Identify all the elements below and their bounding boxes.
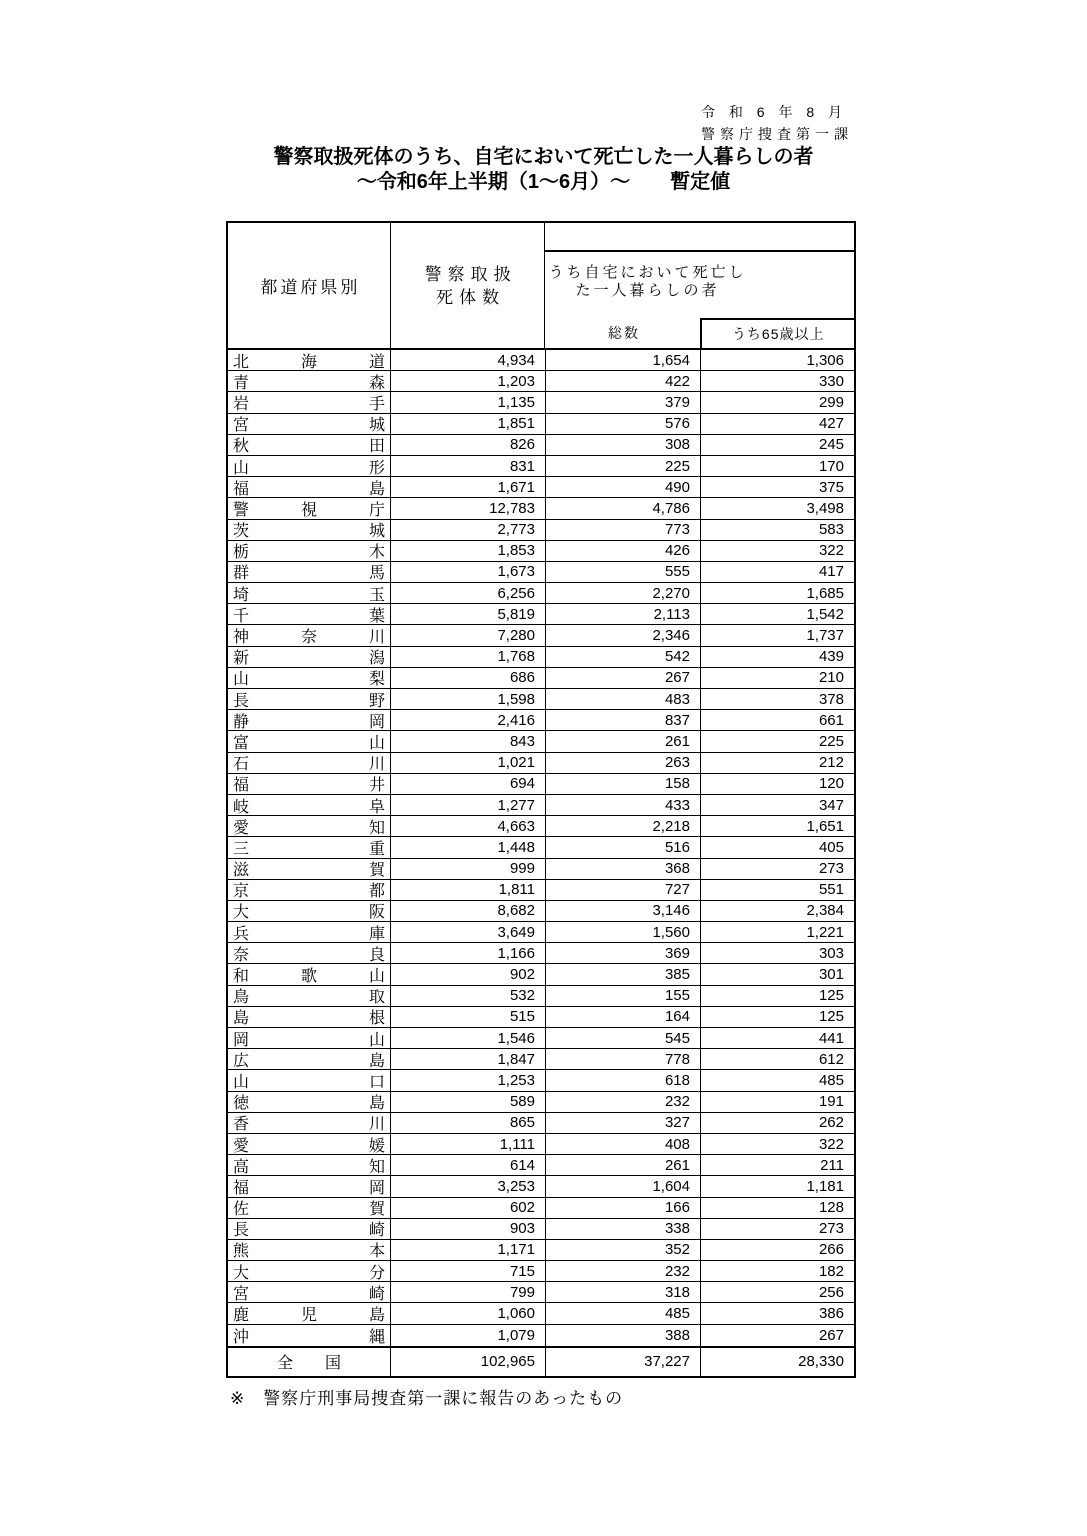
table-row: [228, 1113, 854, 1134]
table-row: [228, 1261, 854, 1282]
bodies-count-cell: 589: [391, 1092, 546, 1112]
over65-count-cell: 427: [818, 415, 844, 433]
bodies-count-cell: 1,253: [391, 1070, 546, 1090]
document-title-line1: 警察取扱死体のうち、自宅において死亡した一人暮らしの者: [273, 146, 814, 168]
document-footnote: ※ 警察庁刑事局捜査第一課に報告のあったもの: [230, 1389, 624, 1408]
total-count-cell: 1,604: [546, 1176, 701, 1196]
table-row: [228, 1282, 854, 1303]
prefecture-cell: 警 視 庁: [228, 498, 391, 518]
table-row: [228, 668, 854, 689]
header-total: 総数: [607, 325, 640, 341]
table-row: [228, 880, 854, 901]
table-row: [228, 1070, 854, 1091]
over65-count-cell: 441: [818, 1029, 844, 1047]
header-bodies-line1: 警察取扱: [424, 264, 517, 284]
total-count-cell: 2,270: [546, 583, 701, 603]
document-department: 警察庁捜査第一課: [701, 126, 853, 142]
prefecture-cell: 高 知: [228, 1155, 391, 1175]
total-count-cell: 232: [546, 1261, 701, 1281]
bodies-count-cell: 1,673: [391, 562, 546, 582]
bodies-count-cell: 831: [391, 456, 546, 476]
table-row: [228, 859, 854, 880]
bodies-count-cell: 614: [391, 1155, 546, 1175]
bodies-count-cell: 7,280: [391, 625, 546, 645]
total-count-cell: 327: [546, 1113, 701, 1133]
bodies-count-cell: 1,853: [391, 541, 546, 561]
over65-count-cell: 266: [818, 1241, 844, 1259]
over65-count-cell: 1,306: [806, 351, 844, 369]
bodies-count-cell: 1,851: [391, 414, 546, 434]
prefecture-cell: 鳥 取: [228, 986, 391, 1006]
table-row: [228, 498, 854, 519]
bodies-count-cell: 12,783: [391, 498, 546, 518]
table-row: [228, 1092, 854, 1113]
bodies-count-cell: 6,256: [391, 583, 546, 603]
prefecture-cell: 奈 良: [228, 943, 391, 963]
over65-count-cell: 551: [818, 881, 844, 899]
over65-count-cell: 125: [818, 987, 844, 1005]
over65-count-cell: 210: [818, 669, 844, 687]
total-count-cell: 618: [546, 1070, 701, 1090]
prefecture-cell: 滋 賀: [228, 859, 391, 879]
prefecture-cell: 千 葉: [228, 604, 391, 624]
table-row: [228, 774, 854, 795]
table-row: [228, 1303, 854, 1324]
over65-count-cell: 301: [818, 966, 844, 984]
over65-count-cell: 405: [818, 838, 844, 856]
over65-count-cell: 256: [818, 1283, 844, 1301]
over65-count-cell: 3,498: [806, 499, 844, 517]
prefecture-cell: 岐 阜: [228, 795, 391, 815]
table-row: [228, 647, 854, 668]
bodies-count-cell: 694: [391, 774, 546, 794]
table-row: [228, 520, 854, 541]
over65-count-cell: 191: [818, 1093, 844, 1111]
bodies-count-cell: 1,060: [391, 1303, 546, 1323]
table-row: [228, 1155, 854, 1176]
prefecture-cell: 島 根: [228, 1007, 391, 1027]
table-row: [228, 731, 854, 752]
table-row: [228, 689, 854, 710]
prefecture-cell: 兵 庫: [228, 922, 391, 942]
total-count-cell: 166: [546, 1198, 701, 1218]
total-count-cell: 545: [546, 1028, 701, 1048]
bodies-count-cell: 1,111: [391, 1134, 546, 1154]
bodies-count-cell: 826: [391, 435, 546, 455]
total-count-cell: 1,654: [546, 350, 701, 370]
total-row-bodies: 102,965: [391, 1348, 546, 1376]
prefecture-cell: 広 島: [228, 1049, 391, 1069]
bodies-count-cell: 3,253: [391, 1176, 546, 1196]
over65-count-cell: 182: [818, 1262, 844, 1280]
bodies-count-cell: 865: [391, 1113, 546, 1133]
over65-count-cell: 322: [818, 542, 844, 560]
bodies-count-cell: 903: [391, 1219, 546, 1239]
total-count-cell: 490: [546, 477, 701, 497]
bodies-count-cell: 2,416: [391, 710, 546, 730]
total-count-cell: 773: [546, 520, 701, 540]
prefecture-cell: 和 歌 山: [228, 964, 391, 984]
prefecture-cell: 愛 媛: [228, 1134, 391, 1154]
table-body: [228, 350, 854, 1346]
over65-count-cell: 322: [818, 1135, 844, 1153]
prefecture-cell: 静 岡: [228, 710, 391, 730]
over65-count-cell: 1,542: [806, 605, 844, 623]
prefecture-cell: 京 都: [228, 880, 391, 900]
bodies-count-cell: 1,166: [391, 943, 546, 963]
over65-count-cell: 212: [818, 754, 844, 772]
prefecture-cell: 長 野: [228, 689, 391, 709]
document-date: 令 和 6 年 8 月: [701, 104, 848, 120]
bodies-count-cell: 602: [391, 1198, 546, 1218]
over65-count-cell: 1,181: [806, 1177, 844, 1195]
bodies-count-cell: 1,021: [391, 753, 546, 773]
total-count-cell: 338: [546, 1219, 701, 1239]
total-count-cell: 2,218: [546, 816, 701, 836]
prefecture-cell: 山 口: [228, 1070, 391, 1090]
over65-count-cell: 211: [820, 1156, 844, 1174]
table-row: [228, 1325, 854, 1346]
prefecture-cell: 熊 本: [228, 1240, 391, 1260]
table-row: [228, 1219, 854, 1240]
over65-count-cell: 303: [818, 944, 844, 962]
bodies-count-cell: 715: [391, 1261, 546, 1281]
prefecture-cell: 福 島: [228, 477, 391, 497]
table-row: [228, 901, 854, 922]
over65-count-cell: 267: [818, 1326, 844, 1344]
over65-count-cell: 1,685: [806, 584, 844, 602]
over65-count-cell: 661: [818, 711, 844, 729]
total-count-cell: 308: [546, 435, 701, 455]
prefecture-cell: 宮 崎: [228, 1282, 391, 1302]
total-count-cell: 433: [546, 795, 701, 815]
total-count-cell: 267: [546, 668, 701, 688]
over65-count-cell: 347: [818, 796, 844, 814]
table-row: [228, 371, 854, 392]
bodies-count-cell: 1,546: [391, 1028, 546, 1048]
prefecture-cell: 群 馬: [228, 562, 391, 582]
table-row: [228, 562, 854, 583]
total-count-cell: 4,786: [546, 498, 701, 518]
total-count-cell: 542: [546, 647, 701, 667]
table-row: [228, 1176, 854, 1197]
total-count-cell: 2,113: [546, 604, 701, 624]
total-count-cell: 426: [546, 541, 701, 561]
over65-count-cell: 262: [818, 1114, 844, 1132]
table-row: [228, 414, 854, 435]
prefecture-cell: 石 川: [228, 753, 391, 773]
total-count-cell: 778: [546, 1049, 701, 1069]
over65-count-cell: 330: [818, 372, 844, 390]
prefecture-cell: 福 井: [228, 774, 391, 794]
total-count-cell: 261: [546, 731, 701, 751]
prefecture-cell: 長 崎: [228, 1219, 391, 1239]
prefecture-cell: 岩 手: [228, 392, 391, 412]
header-group-line2: た一人暮らしの者: [575, 282, 720, 299]
total-count-cell: 837: [546, 710, 701, 730]
over65-count-cell: 273: [818, 860, 844, 878]
header-police-handled-bodies: [391, 223, 546, 348]
total-row-over65: 28,330: [798, 1353, 844, 1371]
table-row: [228, 350, 854, 371]
prefecture-cell: 富 山: [228, 731, 391, 751]
over65-count-cell: 2,384: [806, 902, 844, 920]
prefecture-cell: 大 阪: [228, 901, 391, 921]
table-row: [228, 625, 854, 646]
total-count-cell: 576: [546, 414, 701, 434]
bodies-count-cell: 1,671: [391, 477, 546, 497]
bodies-count-cell: 1,598: [391, 689, 546, 709]
over65-count-cell: 225: [818, 732, 844, 750]
bodies-count-cell: 4,663: [391, 816, 546, 836]
table-row: [228, 477, 854, 498]
over65-count-cell: 1,651: [806, 817, 844, 835]
total-count-cell: 352: [546, 1240, 701, 1260]
prefecture-cell: 香 川: [228, 1113, 391, 1133]
document-title: [0, 145, 1087, 195]
total-count-cell: 422: [546, 371, 701, 391]
prefecture-cell: 青 森: [228, 371, 391, 391]
prefecture-cell: 愛 知: [228, 816, 391, 836]
over65-count-cell: 612: [818, 1050, 844, 1068]
over65-count-cell: 378: [818, 690, 844, 708]
over65-count-cell: 386: [818, 1305, 844, 1323]
prefecture-cell: 三 重: [228, 837, 391, 857]
total-count-cell: 408: [546, 1134, 701, 1154]
bodies-count-cell: 515: [391, 1007, 546, 1027]
total-count-cell: 3,146: [546, 901, 701, 921]
table-row: [228, 1007, 854, 1028]
bodies-count-cell: 4,934: [391, 350, 546, 370]
header-prefecture: 都道府県別: [228, 223, 391, 348]
over65-count-cell: 583: [818, 521, 844, 539]
prefecture-cell: 宮 城: [228, 414, 391, 434]
prefecture-cell: 北 海 道: [228, 350, 391, 370]
total-count-cell: 379: [546, 392, 701, 412]
total-count-cell: 483: [546, 689, 701, 709]
total-count-cell: 1,560: [546, 922, 701, 942]
total-count-cell: 385: [546, 964, 701, 984]
prefecture-cell: 大 分: [228, 1261, 391, 1281]
total-count-cell: 164: [546, 1007, 701, 1027]
header-group-box: [545, 250, 854, 348]
total-count-cell: 368: [546, 859, 701, 879]
table-row: [228, 1028, 854, 1049]
prefecture-cell: 岡 山: [228, 1028, 391, 1048]
total-row-total: 37,227: [546, 1348, 701, 1376]
table-row: [228, 710, 854, 731]
table-row: [228, 816, 854, 837]
total-count-cell: 232: [546, 1092, 701, 1112]
table-row: [228, 456, 854, 477]
prefecture-cell: 栃 木: [228, 541, 391, 561]
total-count-cell: 369: [546, 943, 701, 963]
prefecture-cell: 沖 縄: [228, 1325, 391, 1346]
over65-count-cell: 485: [818, 1071, 844, 1089]
header-group-line1: うち自宅において死亡し: [548, 264, 747, 281]
header-group-label: [545, 252, 854, 300]
table-row: [228, 986, 854, 1007]
prefecture-cell: 徳 島: [228, 1092, 391, 1112]
over65-count-cell: 439: [818, 648, 844, 666]
prefecture-cell: 埼 玉: [228, 583, 391, 603]
total-row-label: 全 国: [228, 1348, 391, 1376]
table-row: [228, 1134, 854, 1155]
bodies-count-cell: 1,203: [391, 371, 546, 391]
total-count-cell: 318: [546, 1282, 701, 1302]
bodies-count-cell: 1,847: [391, 1049, 546, 1069]
over65-count-cell: 417: [818, 563, 844, 581]
header-subcolumns: [545, 318, 854, 348]
over65-count-cell: 1,221: [806, 923, 844, 941]
bodies-count-cell: 532: [391, 986, 546, 1006]
document-title-line2: ～令和6年上半期（1～6月）～ 暫定値: [356, 171, 731, 193]
total-count-cell: 388: [546, 1325, 701, 1346]
table-row: [228, 1198, 854, 1219]
bodies-count-cell: 1,448: [391, 837, 546, 857]
table-row: [228, 435, 854, 456]
table-row: [228, 795, 854, 816]
over65-count-cell: 299: [818, 393, 844, 411]
total-count-cell: 158: [546, 774, 701, 794]
bodies-count-cell: 799: [391, 1282, 546, 1302]
statistics-table: [226, 221, 856, 1378]
document-meta: [701, 101, 853, 145]
table-row: [228, 922, 854, 943]
national-total-row: [228, 1346, 854, 1376]
prefecture-cell: 山 梨: [228, 668, 391, 688]
over65-count-cell: 273: [818, 1220, 844, 1238]
bodies-count-cell: 686: [391, 668, 546, 688]
bodies-count-cell: 1,079: [391, 1325, 546, 1346]
total-count-cell: 2,346: [546, 625, 701, 645]
bodies-count-cell: 1,811: [391, 880, 546, 900]
prefecture-cell: 鹿 児 島: [228, 1303, 391, 1323]
total-count-cell: 225: [546, 456, 701, 476]
bodies-count-cell: 1,277: [391, 795, 546, 815]
total-count-cell: 727: [546, 880, 701, 900]
over65-count-cell: 375: [818, 478, 844, 496]
table-row: [228, 964, 854, 985]
bodies-count-cell: 1,171: [391, 1240, 546, 1260]
total-count-cell: 263: [546, 753, 701, 773]
total-count-cell: 516: [546, 837, 701, 857]
prefecture-cell: 佐 賀: [228, 1198, 391, 1218]
prefecture-cell: 福 岡: [228, 1176, 391, 1196]
bodies-count-cell: 999: [391, 859, 546, 879]
table-row: [228, 1049, 854, 1070]
total-count-cell: 261: [546, 1155, 701, 1175]
table-header: [228, 223, 854, 350]
bodies-count-cell: 1,135: [391, 392, 546, 412]
total-count-cell: 555: [546, 562, 701, 582]
table-row: [228, 583, 854, 604]
bodies-count-cell: 2,773: [391, 520, 546, 540]
table-row: [228, 943, 854, 964]
prefecture-cell: 山 形: [228, 456, 391, 476]
table-row: [228, 1240, 854, 1261]
table-row: [228, 837, 854, 858]
bodies-count-cell: 8,682: [391, 901, 546, 921]
table-row: [228, 753, 854, 774]
over65-count-cell: 120: [818, 775, 844, 793]
over65-count-cell: 128: [818, 1199, 844, 1217]
prefecture-cell: 茨 城: [228, 520, 391, 540]
prefecture-cell: 新 潟: [228, 647, 391, 667]
table-row: [228, 604, 854, 625]
over65-count-cell: 125: [818, 1008, 844, 1026]
over65-count-cell: 1,737: [806, 627, 844, 645]
bodies-count-cell: 1,768: [391, 647, 546, 667]
over65-count-cell: 245: [818, 436, 844, 454]
bodies-count-cell: 843: [391, 731, 546, 751]
bodies-count-cell: 902: [391, 964, 546, 984]
total-count-cell: 155: [546, 986, 701, 1006]
table-row: [228, 541, 854, 562]
header-bodies-line2: 死体数: [436, 287, 506, 307]
prefecture-cell: 神 奈 川: [228, 625, 391, 645]
bodies-count-cell: 3,649: [391, 922, 546, 942]
table-row: [228, 392, 854, 413]
header-group-died-at-home-alone: [545, 223, 854, 348]
prefecture-cell: 秋 田: [228, 435, 391, 455]
over65-count-cell: 170: [818, 457, 844, 475]
header-over65: うち65歳以上: [700, 318, 854, 348]
bodies-count-cell: 5,819: [391, 604, 546, 624]
total-count-cell: 485: [546, 1303, 701, 1323]
